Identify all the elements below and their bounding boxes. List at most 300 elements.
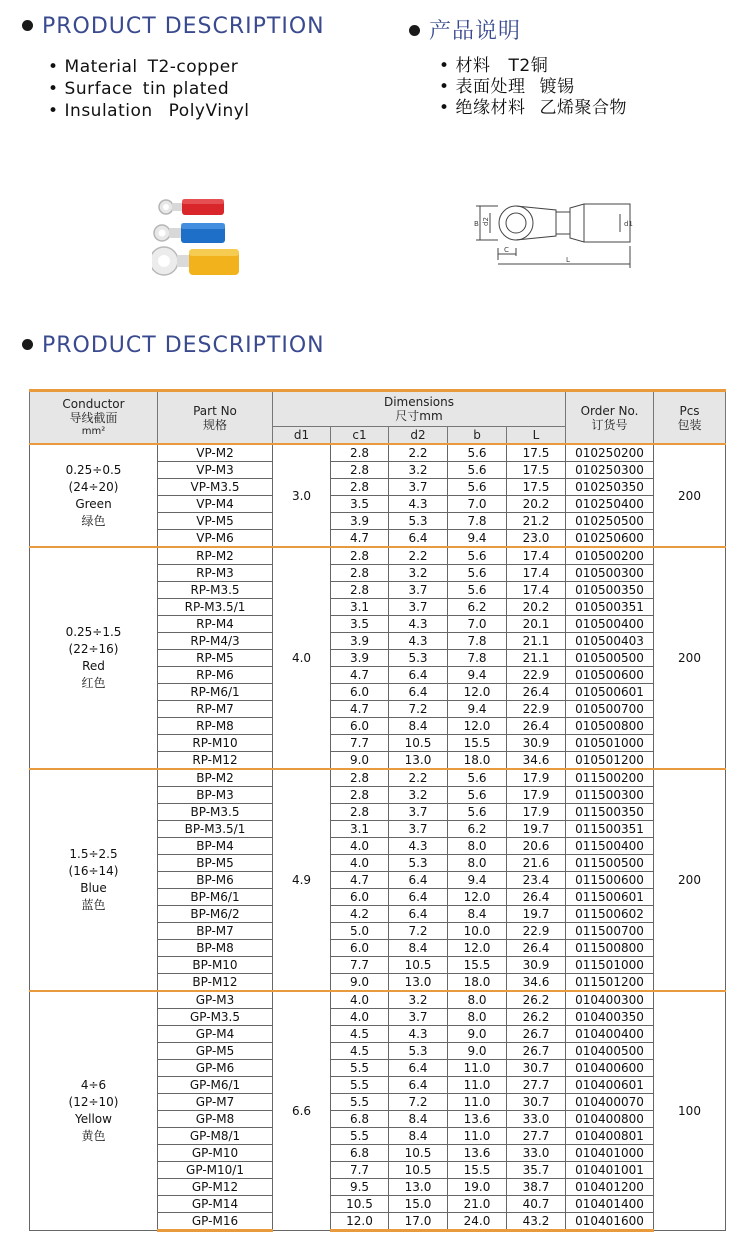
part-no-cell: BP-M6: [158, 872, 273, 889]
order-no-cell: 011500602: [566, 906, 654, 923]
order-no-cell: 011500300: [566, 787, 654, 804]
d2-cell: 8.4: [389, 940, 448, 957]
conductor-color-cn: 黄色: [81, 1129, 106, 1143]
b-cell: 6.2: [448, 821, 507, 838]
d2-cell: 4.3: [389, 616, 448, 633]
b-cell: 7.8: [448, 633, 507, 650]
d2-cell: 3.7: [389, 599, 448, 616]
l-cell: 26.4: [507, 889, 566, 906]
b-cell: 8.0: [448, 991, 507, 1009]
cn-spec-list: [439, 56, 627, 119]
order-no-cell: 010401000: [566, 1145, 654, 1162]
l-cell: 22.9: [507, 923, 566, 940]
c1-cell: 3.1: [331, 821, 389, 838]
part-no-header: Part No 规格: [158, 391, 273, 445]
order-no-cell: 010400400: [566, 1026, 654, 1043]
b-cell: 18.0: [448, 974, 507, 992]
c1-cell: 4.0: [331, 855, 389, 872]
b-cell: 9.4: [448, 530, 507, 548]
b-cell: 11.0: [448, 1060, 507, 1077]
part-no-cell: GP-M14: [158, 1196, 273, 1213]
d2-cell: 10.5: [389, 957, 448, 974]
l-cell: 30.9: [507, 735, 566, 752]
c1-cell: 6.8: [331, 1111, 389, 1128]
b-cell: 13.6: [448, 1145, 507, 1162]
order-no-cell: 010250300: [566, 462, 654, 479]
part-no-cell: RP-M3.5/1: [158, 599, 273, 616]
part-no-cell: BP-M10: [158, 957, 273, 974]
part-no-cell: BP-M2: [158, 769, 273, 787]
c1-cell: 6.8: [331, 1145, 389, 1162]
order-no-cell: 010400801: [566, 1128, 654, 1145]
c1-cell: 2.8: [331, 479, 389, 496]
b-cell: 24.0: [448, 1213, 507, 1231]
part-no-cell: BP-M8: [158, 940, 273, 957]
d1-cell: 4.0: [273, 547, 331, 769]
part-no-cell: RP-M2: [158, 547, 273, 565]
pcs-cell: 100: [654, 991, 726, 1231]
l-cell: 33.0: [507, 1145, 566, 1162]
conductor-awg: (22÷16): [68, 642, 119, 656]
d1-cell: 3.0: [273, 444, 331, 547]
d2-cell: 6.4: [389, 906, 448, 923]
dim-header-b: b: [448, 427, 507, 445]
c1-cell: 2.8: [331, 462, 389, 479]
order-no-cell: 010400300: [566, 991, 654, 1009]
part-no-cell: RP-M8: [158, 718, 273, 735]
spec-item-surface: • Surface tin plated: [48, 79, 230, 99]
en-description-header: PRODUCT DESCRIPTION: [22, 14, 325, 39]
conductor-color-cn: 红色: [81, 676, 106, 690]
part-no-cell: GP-M6/1: [158, 1077, 273, 1094]
part-no-cell: GP-M6: [158, 1060, 273, 1077]
b-cell: 10.0: [448, 923, 507, 940]
bullet-dot-icon: [22, 339, 33, 350]
l-cell: 17.5: [507, 479, 566, 496]
conductor-color-en: Red: [82, 659, 105, 673]
pcs-cell: 200: [654, 547, 726, 769]
drawing-label-l: L: [566, 256, 570, 264]
part-no-cell: RP-M4: [158, 616, 273, 633]
b-cell: 5.6: [448, 565, 507, 582]
order-no-cell: 011501200: [566, 974, 654, 992]
c1-cell: 2.8: [331, 444, 389, 462]
spec-item-insulation: • Insulation PolyVinyl: [48, 101, 250, 121]
part-no-cell: RP-M4/3: [158, 633, 273, 650]
l-cell: 17.5: [507, 444, 566, 462]
d2-cell: 6.4: [389, 1077, 448, 1094]
order-no-cell: 010250500: [566, 513, 654, 530]
l-cell: 40.7: [507, 1196, 566, 1213]
b-cell: 11.0: [448, 1077, 507, 1094]
l-cell: 20.6: [507, 838, 566, 855]
c1-cell: 10.5: [331, 1196, 389, 1213]
b-cell: 7.8: [448, 513, 507, 530]
l-cell: 17.9: [507, 804, 566, 821]
l-cell: 30.9: [507, 957, 566, 974]
part-no-cell: GP-M12: [158, 1179, 273, 1196]
b-cell: 7.8: [448, 650, 507, 667]
d2-cell: 5.3: [389, 650, 448, 667]
order-no-cell: 011500350: [566, 804, 654, 821]
order-no-cell: 010500200: [566, 547, 654, 565]
b-cell: 5.6: [448, 547, 507, 565]
order-no-header: Order No. 订货号: [566, 391, 654, 445]
table-row: [30, 769, 726, 787]
order-no-cell: 010501000: [566, 735, 654, 752]
conductor-color-cn: 蓝色: [81, 898, 106, 912]
bullet-dot-icon: [409, 25, 420, 36]
c1-cell: 4.0: [331, 1009, 389, 1026]
c1-cell: 9.5: [331, 1179, 389, 1196]
part-no-cell: BP-M7: [158, 923, 273, 940]
c1-cell: 2.8: [331, 547, 389, 565]
l-cell: 27.7: [507, 1077, 566, 1094]
part-no-cell: GP-M5: [158, 1043, 273, 1060]
b-cell: 21.0: [448, 1196, 507, 1213]
order-no-cell: 010250600: [566, 530, 654, 548]
cn-description-header: 产品说明: [409, 14, 521, 45]
d2-cell: 17.0: [389, 1213, 448, 1231]
pcs-cell: 200: [654, 769, 726, 991]
part-no-cell: BP-M5: [158, 855, 273, 872]
conductor-range: 1.5÷2.5: [69, 847, 118, 861]
c1-cell: 3.1: [331, 599, 389, 616]
b-cell: 7.0: [448, 496, 507, 513]
conductor-awg: (12÷10): [68, 1095, 119, 1109]
part-no-cell: BP-M3.5: [158, 804, 273, 821]
conductor-awg: (16÷14): [68, 864, 119, 878]
part-no-cell: RP-M10: [158, 735, 273, 752]
d2-cell: 13.0: [389, 1179, 448, 1196]
c1-cell: 2.8: [331, 804, 389, 821]
b-cell: 5.6: [448, 769, 507, 787]
order-no-cell: 011500400: [566, 838, 654, 855]
c1-cell: 4.5: [331, 1026, 389, 1043]
b-cell: 11.0: [448, 1128, 507, 1145]
c1-cell: 4.2: [331, 906, 389, 923]
d2-cell: 8.4: [389, 718, 448, 735]
b-cell: 9.0: [448, 1026, 507, 1043]
c1-cell: 4.0: [331, 838, 389, 855]
part-no-cell: BP-M6/1: [158, 889, 273, 906]
c1-cell: 12.0: [331, 1213, 389, 1231]
dim-header-d1: d1: [273, 427, 331, 445]
c1-cell: 4.7: [331, 701, 389, 718]
l-cell: 20.1: [507, 616, 566, 633]
d2-cell: 15.0: [389, 1196, 448, 1213]
order-no-cell: 010400600: [566, 1060, 654, 1077]
order-no-cell: 010500700: [566, 701, 654, 718]
drawing-label-c: C: [504, 246, 509, 254]
c1-cell: 7.7: [331, 735, 389, 752]
c1-cell: 4.0: [331, 991, 389, 1009]
en-spec-list: [48, 56, 250, 122]
b-cell: 7.0: [448, 616, 507, 633]
l-cell: 17.4: [507, 565, 566, 582]
spec-item-cn-insulation: • 绝缘材料 乙烯聚合物: [439, 98, 628, 118]
d2-cell: 4.3: [389, 633, 448, 650]
c1-cell: 2.8: [331, 582, 389, 599]
conductor-range: 0.25÷1.5: [65, 625, 122, 639]
order-no-cell: 010500600: [566, 667, 654, 684]
l-cell: 26.2: [507, 1009, 566, 1026]
d2-cell: 3.7: [389, 582, 448, 599]
l-cell: 26.2: [507, 991, 566, 1009]
c1-cell: 5.0: [331, 923, 389, 940]
order-no-cell: 011501000: [566, 957, 654, 974]
conductor-color-en: Blue: [80, 881, 107, 895]
c1-cell: 3.5: [331, 616, 389, 633]
conductor-range: 4÷6: [80, 1078, 107, 1092]
table-section-header: PRODUCT DESCRIPTION: [22, 333, 325, 358]
b-cell: 9.4: [448, 872, 507, 889]
d2-cell: 5.3: [389, 855, 448, 872]
part-no-cell: RP-M7: [158, 701, 273, 718]
c1-cell: 2.8: [331, 769, 389, 787]
part-no-cell: GP-M10: [158, 1145, 273, 1162]
part-no-cell: RP-M6: [158, 667, 273, 684]
order-no-cell: 010401600: [566, 1213, 654, 1231]
part-no-cell: RP-M5: [158, 650, 273, 667]
d2-cell: 6.4: [389, 530, 448, 548]
c1-cell: 6.0: [331, 684, 389, 701]
b-cell: 12.0: [448, 718, 507, 735]
order-no-cell: 011500351: [566, 821, 654, 838]
c1-cell: 3.9: [331, 633, 389, 650]
d1-cell: 4.9: [273, 769, 331, 991]
d2-cell: 8.4: [389, 1128, 448, 1145]
c1-cell: 3.9: [331, 650, 389, 667]
l-cell: 17.4: [507, 547, 566, 565]
l-cell: 26.4: [507, 940, 566, 957]
l-cell: 17.9: [507, 787, 566, 804]
drawing-label-b: B: [474, 220, 479, 228]
l-cell: 26.4: [507, 718, 566, 735]
table-row: [30, 444, 726, 462]
d2-cell: 5.3: [389, 1043, 448, 1060]
part-no-cell: RP-M3.5: [158, 582, 273, 599]
part-no-cell: VP-M3.5: [158, 479, 273, 496]
b-cell: 9.0: [448, 1043, 507, 1060]
part-no-cell: RP-M3: [158, 565, 273, 582]
c1-cell: 6.0: [331, 718, 389, 735]
conductor-range: 0.25÷0.5: [65, 462, 122, 477]
part-no-cell: GP-M3: [158, 991, 273, 1009]
d2-cell: 4.3: [389, 1026, 448, 1043]
order-no-cell: 011500500: [566, 855, 654, 872]
conductor-color-en: Yellow: [75, 1112, 112, 1126]
c1-cell: 5.5: [331, 1060, 389, 1077]
d2-cell: 6.4: [389, 684, 448, 701]
b-cell: 15.5: [448, 957, 507, 974]
dim-header-l: L: [507, 427, 566, 445]
part-no-cell: GP-M3.5: [158, 1009, 273, 1026]
d2-cell: 3.2: [389, 462, 448, 479]
c1-cell: 7.7: [331, 1162, 389, 1179]
order-no-cell: 010500400: [566, 616, 654, 633]
d2-cell: 7.2: [389, 1094, 448, 1111]
order-no-cell: 011500800: [566, 940, 654, 957]
order-no-cell: 010250200: [566, 444, 654, 462]
c1-cell: 5.5: [331, 1128, 389, 1145]
terminal-technical-drawing: [468, 190, 636, 270]
l-cell: 21.1: [507, 650, 566, 667]
part-no-cell: BP-M12: [158, 974, 273, 992]
c1-cell: 6.0: [331, 889, 389, 906]
d2-cell: 3.2: [389, 565, 448, 582]
c1-cell: 7.7: [331, 957, 389, 974]
order-no-cell: 010500601: [566, 684, 654, 701]
table-row: [30, 991, 726, 1009]
order-no-cell: 010401200: [566, 1179, 654, 1196]
dim-header-c1: c1: [331, 427, 389, 445]
b-cell: 8.0: [448, 838, 507, 855]
l-cell: 30.7: [507, 1060, 566, 1077]
l-cell: 35.7: [507, 1162, 566, 1179]
d2-cell: 2.2: [389, 547, 448, 565]
c1-cell: 4.7: [331, 530, 389, 548]
part-no-cell: GP-M7: [158, 1094, 273, 1111]
conductor-cell: [30, 444, 158, 547]
part-no-cell: GP-M8: [158, 1111, 273, 1128]
pcs-header: Pcs 包装: [654, 391, 726, 445]
order-no-cell: 010500300: [566, 565, 654, 582]
l-cell: 22.9: [507, 701, 566, 718]
c1-cell: 5.5: [331, 1077, 389, 1094]
order-no-cell: 010501200: [566, 752, 654, 770]
b-cell: 15.5: [448, 735, 507, 752]
c1-cell: 5.5: [331, 1094, 389, 1111]
b-cell: 5.6: [448, 444, 507, 462]
l-cell: 34.6: [507, 974, 566, 992]
ring-terminals-photo: [152, 195, 262, 285]
d2-cell: 3.7: [389, 821, 448, 838]
d2-cell: 10.5: [389, 735, 448, 752]
part-no-cell: RP-M12: [158, 752, 273, 770]
d2-cell: 2.2: [389, 769, 448, 787]
c1-cell: 4.7: [331, 667, 389, 684]
b-cell: 5.6: [448, 462, 507, 479]
part-no-cell: VP-M5: [158, 513, 273, 530]
l-cell: 21.1: [507, 633, 566, 650]
part-no-cell: RP-M6/1: [158, 684, 273, 701]
l-cell: 17.9: [507, 769, 566, 787]
order-no-cell: 010401400: [566, 1196, 654, 1213]
conductor-color-en: Green: [75, 496, 112, 511]
conductor-cell: [30, 547, 158, 769]
d2-cell: 7.2: [389, 701, 448, 718]
order-no-cell: 010250350: [566, 479, 654, 496]
bullet-dot-icon: [22, 20, 33, 31]
part-no-cell: GP-M4: [158, 1026, 273, 1043]
part-no-cell: BP-M6/2: [158, 906, 273, 923]
order-no-cell: 010500403: [566, 633, 654, 650]
order-no-cell: 011500600: [566, 872, 654, 889]
c1-cell: 9.0: [331, 974, 389, 992]
order-no-cell: 010500800: [566, 718, 654, 735]
b-cell: 5.6: [448, 787, 507, 804]
l-cell: 20.2: [507, 496, 566, 513]
l-cell: 26.7: [507, 1026, 566, 1043]
d2-cell: 10.5: [389, 1162, 448, 1179]
spec-item-cn-surface: • 表面处理 镀锡: [439, 77, 575, 97]
order-no-cell: 011500200: [566, 769, 654, 787]
b-cell: 18.0: [448, 752, 507, 770]
conductor-cell: [30, 991, 158, 1231]
part-no-cell: VP-M6: [158, 530, 273, 548]
d2-cell: 13.0: [389, 752, 448, 770]
l-cell: 33.0: [507, 1111, 566, 1128]
l-cell: 21.6: [507, 855, 566, 872]
part-no-cell: VP-M3: [158, 462, 273, 479]
order-no-cell: 010500351: [566, 599, 654, 616]
c1-cell: 6.0: [331, 940, 389, 957]
spec-item-material: • Material T2-copper: [48, 57, 239, 77]
c1-cell: 4.5: [331, 1043, 389, 1060]
c1-cell: 2.8: [331, 565, 389, 582]
b-cell: 5.6: [448, 804, 507, 821]
l-cell: 21.2: [507, 513, 566, 530]
l-cell: 19.7: [507, 821, 566, 838]
d1-cell: 6.6: [273, 991, 331, 1231]
order-no-cell: 010400800: [566, 1111, 654, 1128]
part-no-cell: GP-M10/1: [158, 1162, 273, 1179]
drawing-label-d2: d2: [482, 217, 490, 226]
order-no-cell: 011500601: [566, 889, 654, 906]
d2-cell: 13.0: [389, 974, 448, 992]
d2-cell: 3.7: [389, 1009, 448, 1026]
l-cell: 17.4: [507, 582, 566, 599]
part-no-cell: GP-M16: [158, 1213, 273, 1231]
b-cell: 8.0: [448, 1009, 507, 1026]
b-cell: 12.0: [448, 684, 507, 701]
dim-header-d2: d2: [389, 427, 448, 445]
part-no-cell: VP-M2: [158, 444, 273, 462]
d2-cell: 6.4: [389, 872, 448, 889]
b-cell: 12.0: [448, 940, 507, 957]
d2-cell: 3.7: [389, 479, 448, 496]
d2-cell: 7.2: [389, 923, 448, 940]
conductor-color-cn: 绿色: [81, 513, 106, 528]
order-no-cell: 010400601: [566, 1077, 654, 1094]
b-cell: 6.2: [448, 599, 507, 616]
d2-cell: 6.4: [389, 889, 448, 906]
b-cell: 19.0: [448, 1179, 507, 1196]
l-cell: 38.7: [507, 1179, 566, 1196]
l-cell: 22.9: [507, 667, 566, 684]
order-no-cell: 010400070: [566, 1094, 654, 1111]
c1-cell: 2.8: [331, 787, 389, 804]
l-cell: 26.7: [507, 1043, 566, 1060]
b-cell: 8.0: [448, 855, 507, 872]
b-cell: 11.0: [448, 1094, 507, 1111]
b-cell: 5.6: [448, 582, 507, 599]
d2-cell: 4.3: [389, 496, 448, 513]
l-cell: 17.5: [507, 462, 566, 479]
order-no-cell: 010401001: [566, 1162, 654, 1179]
order-no-cell: 010400350: [566, 1009, 654, 1026]
d2-cell: 10.5: [389, 1145, 448, 1162]
conductor-cell: [30, 769, 158, 991]
d2-cell: 5.3: [389, 513, 448, 530]
l-cell: 19.7: [507, 906, 566, 923]
part-no-cell: BP-M4: [158, 838, 273, 855]
d2-cell: 6.4: [389, 667, 448, 684]
l-cell: 23.4: [507, 872, 566, 889]
part-no-cell: BP-M3: [158, 787, 273, 804]
l-cell: 43.2: [507, 1213, 566, 1231]
